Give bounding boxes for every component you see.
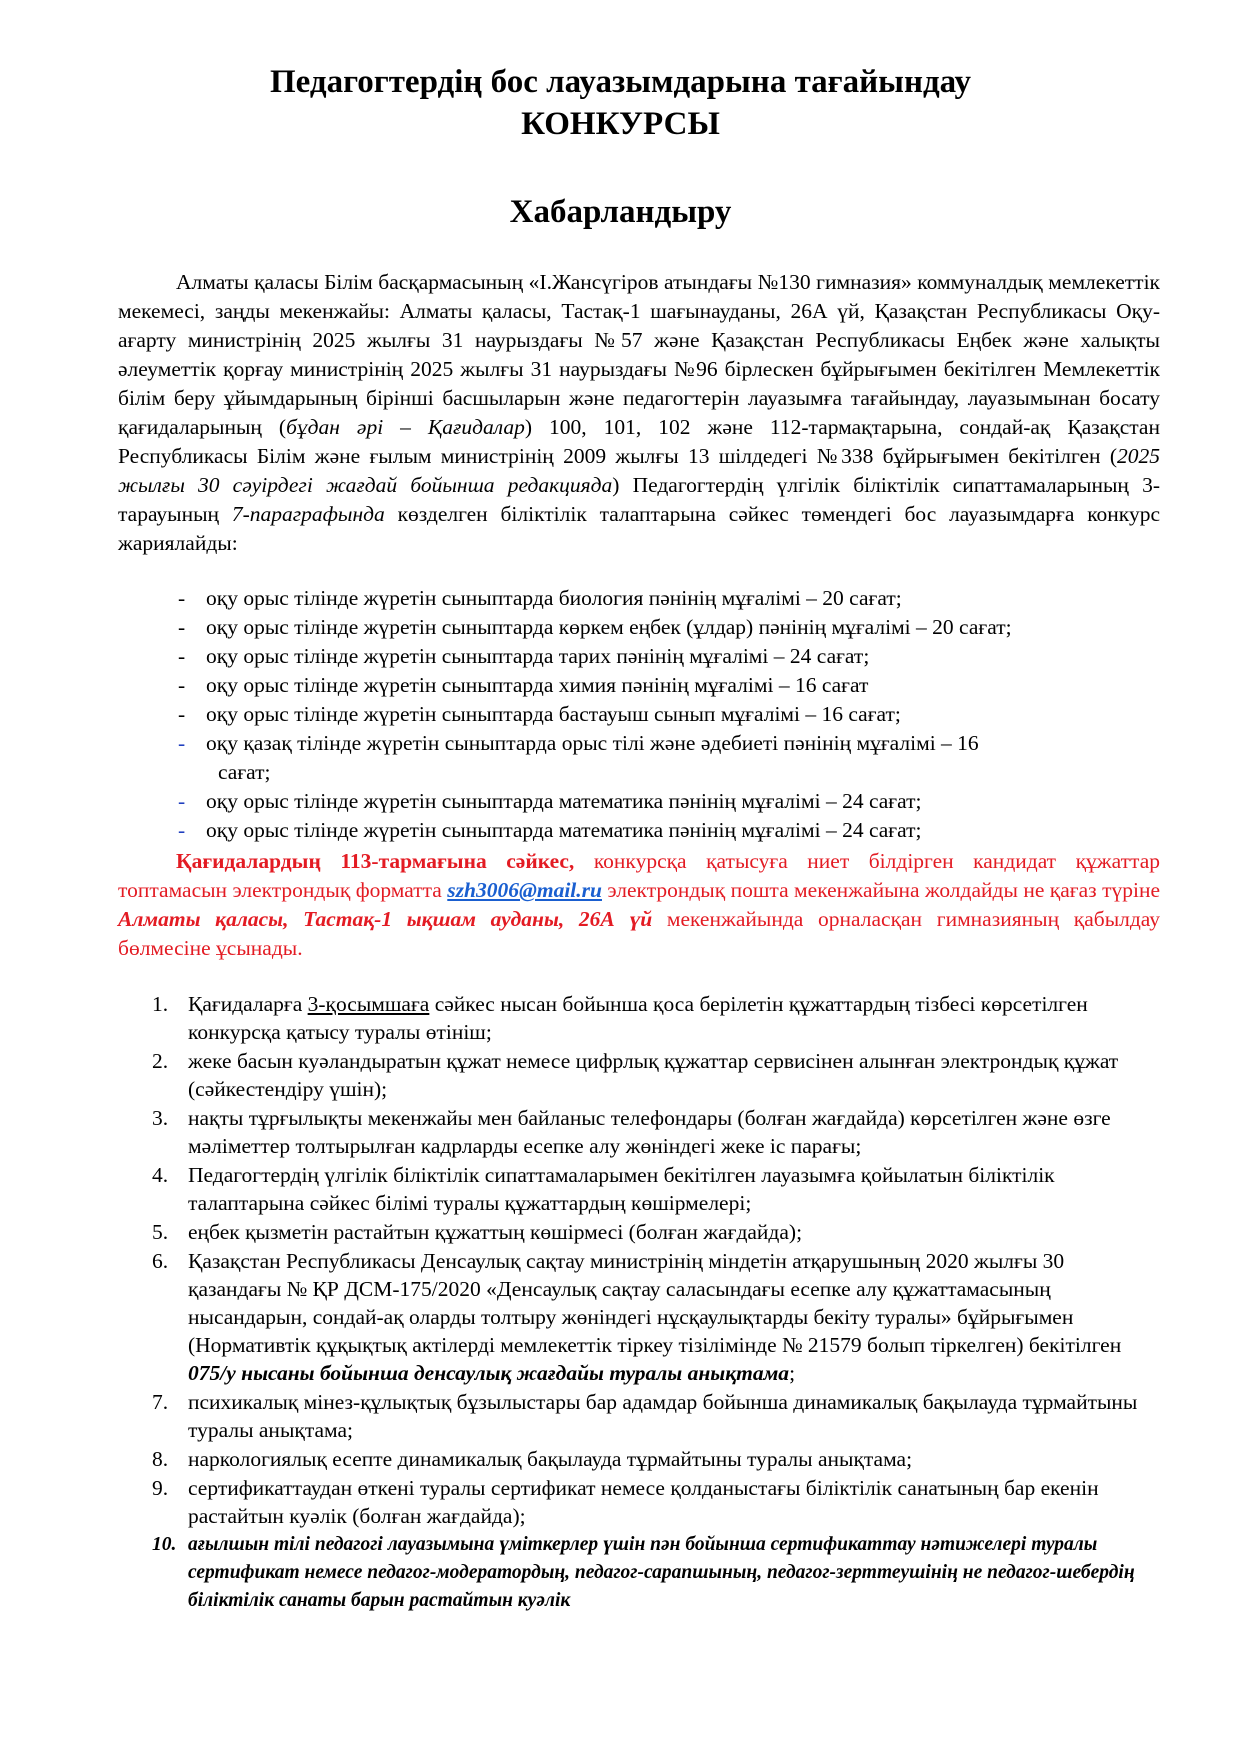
- document-bold-italic: 075/у нысаны бойынша денсаулық жағдайы туралы анықтама: [188, 1361, 790, 1385]
- item-number: 10.: [152, 1534, 177, 1555]
- item-number: 3.: [152, 1106, 169, 1130]
- bullet-dash: -: [178, 615, 186, 639]
- vacancy-text: оқу орыс тілінде жүретін сыныптарда математика пәнінің мұғалімі – 24 сағат;: [206, 818, 922, 842]
- vacancy-text: оқу орыс тілінде жүретін сыныптарда көркем еңбек (ұлдар) пәнінің мұғалімі – 20 сағат;: [206, 615, 1012, 639]
- bullet-dash: -: [178, 586, 186, 610]
- bullet-dash: -: [178, 789, 186, 813]
- email-link[interactable]: szh3006@mail.ru: [447, 878, 602, 902]
- intro-text-4: көзделген біліктілік талаптарына сәйкес төмендегі бос лауазымдарға конкурс жариялайды:: [118, 502, 1160, 555]
- document-item: [152, 1531, 1152, 1615]
- vacancy-list: [118, 584, 1168, 845]
- item-number: 9.: [152, 1476, 169, 1500]
- document-text: жеке басын куәландыратын құжат немесе цифрлық құжаттар сервисінен алынған электрондық құжат (сәйкестендіру үшін);: [188, 1049, 1119, 1101]
- document-item: [152, 1047, 1152, 1103]
- item-number: 8.: [152, 1447, 169, 1471]
- vacancy-item: [118, 613, 1168, 642]
- bullet-dash: -: [178, 644, 186, 668]
- vacancy-text: оқу орыс тілінде жүретін сыныптарда биология пәнінің мұғалімі – 20 сағат;: [206, 586, 902, 610]
- intro-text-3: ) Педагогтердің үлгілік біліктілік сипаттамаларының 3-тарауының: [118, 473, 1160, 526]
- vacancy-item: [118, 642, 1168, 671]
- document-text: сертификаттаудан өткені туралы сертификат немесе қолданыстағы біліктілік санатының бар екенін растайтын куәлік (болған жағдайда);: [188, 1476, 1099, 1528]
- item-number: 6.: [152, 1249, 169, 1273]
- notice-text-1: конкурсқа қатысуға ниет білдірген кандидат құжаттар топтамасын электрондық форматта: [118, 849, 1160, 902]
- title-line-1: Педагогтердің бос лауазымдарына тағайындау: [270, 64, 971, 100]
- title-line-2: КОНКУРСЫ: [521, 106, 720, 142]
- document-item: [152, 1445, 1152, 1473]
- notice-address: Алматы қаласы, Тастақ-1 ықшам ауданы, 26А үй: [118, 907, 653, 931]
- vacancy-item: [118, 787, 1168, 816]
- document-text: сәйкес нысан бойынша қоса берілетін құжаттардың тізбесі көрсетілген конкурсқа қатысу туралы өтініш;: [188, 992, 1088, 1044]
- bullet-dash: -: [178, 731, 186, 755]
- vacancy-text-continued: сағат;: [218, 760, 271, 784]
- vacancy-text: оқу орыс тілінде жүретін сыныптарда бастауыш сынып мұғалімі – 16 сағат;: [206, 702, 901, 726]
- notice-text-2: электрондық пошта мекенжайына жолдайды не қағаз түріне: [601, 878, 1160, 902]
- document-text: нақты тұрғылықты мекенжайы мен байланыс телефондары (болған жағдайда) көрсетілген және өзге мәліметтер толтырылған кадрларды есепке алу жөніндегі жеке іс парағы;: [188, 1106, 1111, 1158]
- vacancy-text: оқу қазақ тілінде жүретін сыныптарда орыс тілі және әдебиеті пәнінің мұғалімі – 16: [206, 731, 979, 755]
- intro-italic-1: бұдан әрі – Қағидалар: [286, 415, 525, 439]
- document-text: еңбек қызметін растайтын құжаттың көшірмесі (болған жағдайда);: [188, 1220, 803, 1244]
- document-item: [152, 1161, 1152, 1217]
- bullet-dash: -: [178, 673, 186, 697]
- intro-italic-3: 7-параграфында: [231, 502, 385, 526]
- intro-text-2: ) 100, 101, 102 және 112-тармақтарына, сондай-ақ Қазақстан Республикасы Білім және ғылым министрінің 2009 жылғы 13 шілдедегі №338 бұйрығымен бекітілген (: [118, 415, 1160, 468]
- submission-notice: [118, 847, 1160, 963]
- bullet-dash: -: [178, 818, 186, 842]
- document-item: [152, 1388, 1152, 1444]
- document-item: [152, 990, 1152, 1046]
- intro-paragraph: [118, 268, 1160, 558]
- document-text: наркологиялық есепте динамикалық бақылауда тұрмайтыны туралы анықтама;: [188, 1447, 913, 1471]
- item-number: 7.: [152, 1390, 169, 1414]
- item-number: 4.: [152, 1163, 169, 1187]
- vacancy-item: [118, 671, 1168, 700]
- document-item: [152, 1218, 1152, 1246]
- document-text: Қағидаларға: [188, 992, 308, 1016]
- document-item: [152, 1474, 1152, 1530]
- announcement-heading: Хабарландыру: [509, 194, 732, 230]
- notice-text-3: мекенжайында орналасқан гимназияның қабылдау бөлмесіне ұсынады.: [118, 907, 1161, 960]
- document-text: психикалық мінез-құлықтық бұзылыстары бар адамдар бойынша динамикалық бақылауда тұрмайтыны туралы анықтама;: [188, 1390, 1138, 1442]
- document-item: [152, 1104, 1152, 1160]
- appendix-link[interactable]: 3-қосымшаға: [307, 992, 430, 1016]
- document-text: Қазақстан Республикасы Денсаулық сақтау министрінің міндетін атқарушының 2020 жылғы 30 қазандағы № ҚР ДСМ-175/2020 «Денсаулық сақтау саласындағы есепке алу құжаттамасының нысандарын, сондай-ақ оларды толтыру жөніндегі нұсқаулықтарды бекіту туралы» бұйрығымен (Нормативтік құқықтық актілерді мемлекеттік тіркеу тізілімінде № 21579 болып тіркелген) бекітілген: [188, 1249, 1122, 1357]
- item-number: 2.: [152, 1049, 169, 1073]
- vacancy-item: [118, 816, 1168, 845]
- vacancy-text: оқу орыс тілінде жүретін сыныптарда химия пәнінің мұғалімі – 16 сағат: [206, 673, 869, 697]
- vacancy-item: [118, 729, 1168, 787]
- vacancy-item: [118, 584, 1168, 613]
- vacancy-text: оқу орыс тілінде жүретін сыныптарда математика пәнінің мұғалімі – 24 сағат;: [206, 789, 922, 813]
- vacancy-item: [118, 700, 1168, 729]
- item-number: 1.: [152, 992, 169, 1016]
- document-text: ;: [789, 1361, 796, 1385]
- notice-bold-lead: Қағидалардың 113-тармағына сәйкес,: [176, 849, 575, 873]
- item-number: 5.: [152, 1220, 169, 1244]
- bullet-dash: -: [178, 702, 186, 726]
- document-text: Педагогтердің үлгілік біліктілік сипаттамаларымен бекітілген лауазымға қойылатын біліктілік талаптарына сәйкес білімі туралы құжаттардың көшірмелері;: [188, 1163, 1055, 1215]
- document-item: [152, 1247, 1152, 1387]
- intro-text-1: Алматы қаласы Білім басқармасының «І.Жансүгіров атындағы №130 гимназия» коммуналдық мемлекеттік мекемесі, заңды мекенжайы: Алматы қаласы, Тастақ-1 шағынауданы, 26А үй, Қазақстан Республикасы Оқу-ағарту министрінің 2025 жылғы 31 наурыздағы №57 және Қазақстан Республикасы Еңбек және халықты әлеуметтік қорғау министрінің 2025 жылғы 31 наурыздағы №96 бірлескен бұйрығымен бекітілген Мемлекеттік білім беру ұйымдарының бірінші басшыларын және педагогтерін лауазымға тағайындау, лауазымынан босату қағидаларының (: [118, 270, 1160, 439]
- documents-list: [152, 990, 1152, 1616]
- intro-italic-2: 2025 жылғы 30 сәуірдегі жағдай бойынша редакцияда: [118, 444, 1160, 497]
- document-text: ағылшын тілі педагогі лауазымына үміткерлер үшін пән бойынша сертификаттау нәтижелері туралы сертификат немесе педагог-модератордың, педагог-сарапшының, педагог-зерттеушінің не педагог-шебердің біліктілік санаты барын растайтын куәлік: [188, 1534, 1135, 1611]
- vacancy-text: оқу орыс тілінде жүретін сыныптарда тарих пәнінің мұғалімі – 24 сағат;: [206, 644, 870, 668]
